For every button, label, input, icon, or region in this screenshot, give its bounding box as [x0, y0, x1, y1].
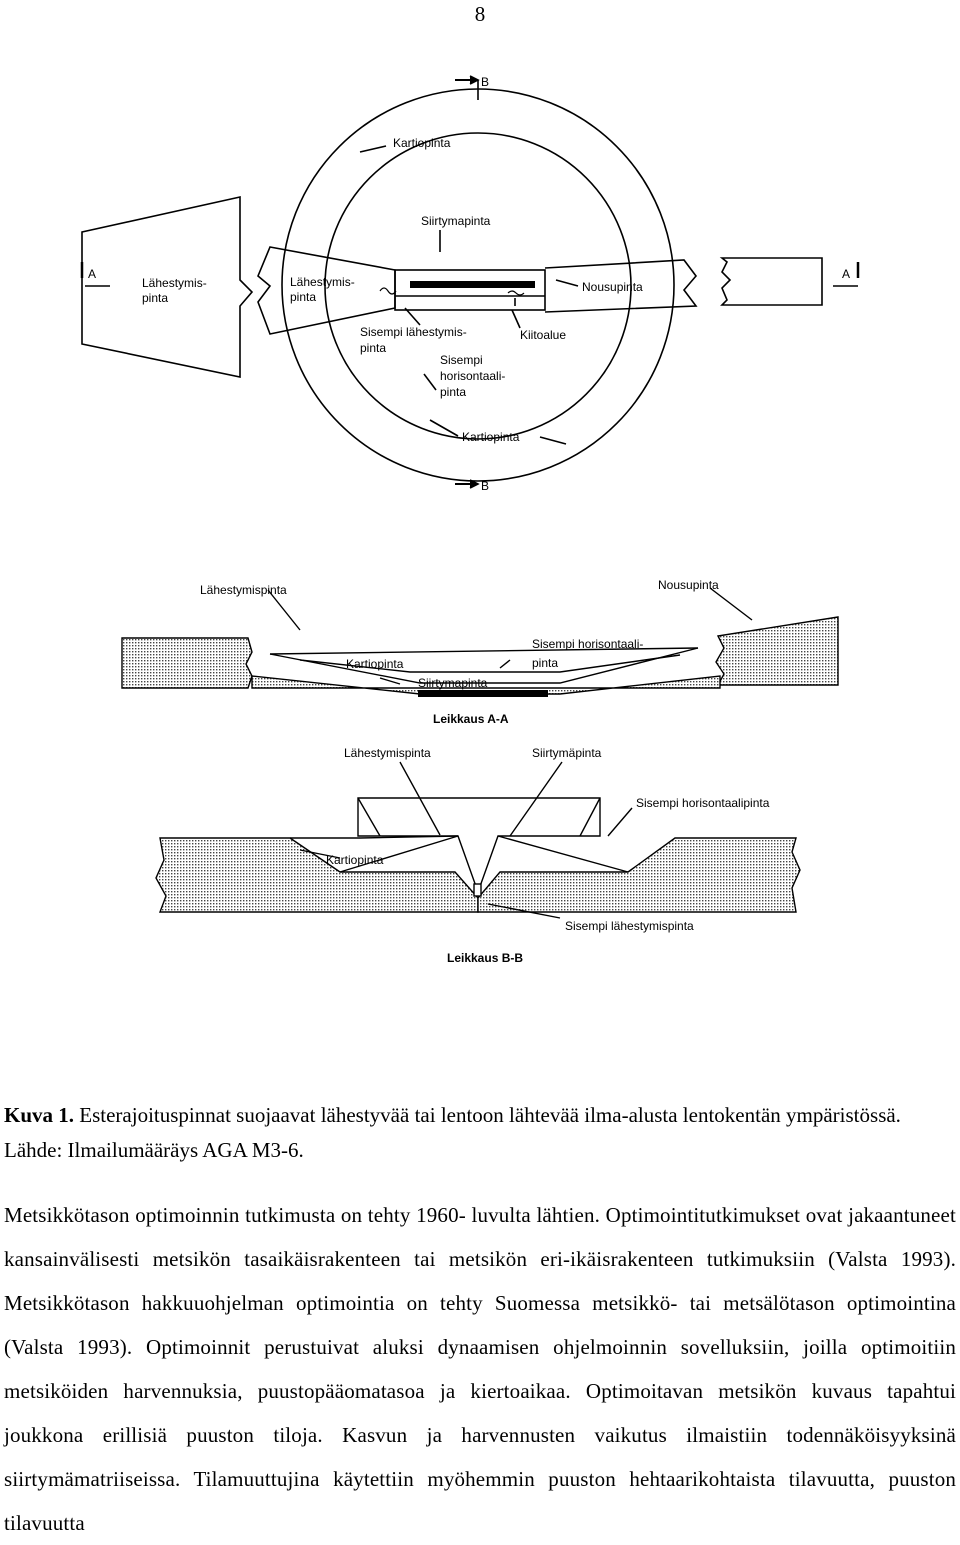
- label-B-top: B: [481, 75, 490, 89]
- label-B-bottom: B: [481, 479, 490, 493]
- label-sisempi-hor-3: pinta: [440, 385, 467, 399]
- label-kartiopinta-bottom: Kartiopinta: [462, 430, 520, 444]
- label-aa-kartiopinta: Kartiopinta: [346, 657, 404, 671]
- label-sisempi-lah-2: pinta: [360, 341, 387, 355]
- label-bb-caption: Leikkaus B-B: [447, 951, 524, 965]
- runway: [410, 281, 535, 288]
- label-bb-kartiopinta: Kartiopinta: [326, 853, 384, 867]
- label-siirtymapinta: Siirtymapinta: [421, 214, 491, 228]
- caption-label: Kuva 1.: [4, 1103, 75, 1127]
- terrain-right: [716, 617, 838, 685]
- figure-caption: [4, 1098, 956, 1168]
- label-aa-lahestymispinta: Lähestymispinta: [200, 583, 287, 597]
- body-paragraph: Metsikkötason optimoinnin tutkimusta on tehty 1960- luvulta lähtien. Optimointitutkimukset ovat jakaantuneet kansainvälisesti metsikön tasaikäisrakenteen tai metsikön eri-ikäisrakenteen tutkimuksiin (Valsta 1993). Metsikkötason hakkuuohjelman optimointia on tehty Suomessa metsikkö- tai metsälötason optimointina (Valsta 1993). Optimoinnit perustuivat aluksi dynaamisen ohjelmoinnin sovelluksiin, joilla optimoitiin metsiköiden harvennuksia, puustopääomatasoa ja kiertoaikaa. Optimoitavan metsikön kuvaus tapahtui joukkona erillisiä puuston tiloja. Kasvun ja harvennusten vaikutus ilmaistiin todennäköisyyksinä siirtymämatriiseissa. Tilamuuttujina käytettiin myöhemmin puuston hehtaarikohtaista tilavuutta, puuston tilavuutta: [4, 1203, 956, 1535]
- obstacle-limitation-surfaces-figure: [0, 60, 960, 1060]
- label-sisempi-lah-1: Sisempi lähestymis-: [360, 325, 467, 339]
- label-bb-sisempi-hor: Sisempi horisontaalipinta: [636, 796, 770, 810]
- label-sisempi-hor-2: horisontaali-: [440, 369, 506, 383]
- terrain-bb-left: [156, 838, 478, 912]
- label-bb-siirtymapinta: Siirtymäpinta: [532, 746, 602, 760]
- label-aa-sisempi-hor-1: Sisempi horisontaali-: [532, 637, 644, 651]
- label-kartiopinta-top: Kartiopinta: [393, 136, 451, 150]
- label-lahestymis-outer-2: pinta: [142, 291, 169, 305]
- label-lahestymis-inner-2: pinta: [290, 290, 317, 304]
- label-lahestymis-outer-1: Lähestymis-: [142, 276, 207, 290]
- section-bb: [156, 762, 800, 918]
- label-kiitoalue: Kiitoalue: [520, 328, 567, 342]
- label-lahestymis-inner-1: Lähestymis-: [290, 275, 355, 289]
- caption-text: Esterajoituspinnat suojaavat lähestyvää tai lentoon lähtevää ilma-alusta lentokentän ympäristössä. Lähde: Ilmailumääräys AGA M3-6.: [4, 1103, 901, 1162]
- label-nousupinta: Nousupinta: [582, 280, 643, 294]
- label-aa-siirtymapinta: Siirtymapinta: [418, 676, 488, 690]
- terrain-bb-right: [478, 838, 800, 912]
- terrain-left: [122, 638, 252, 688]
- page-number: 8: [474, 2, 486, 26]
- label-A-right: A: [842, 267, 851, 281]
- label-sisempi-hor-1: Sisempi: [440, 353, 483, 367]
- runway-strip: [395, 270, 545, 310]
- runway-aa: [418, 690, 548, 697]
- label-aa-nousupinta: Nousupinta: [658, 578, 719, 592]
- label-aa-caption: Leikkaus A-A: [433, 712, 509, 726]
- label-bb-sisempi-lah: Sisempi lähestymispinta: [565, 919, 694, 933]
- label-A-left: A: [88, 267, 97, 281]
- label-bb-lahestymispinta: Lähestymispinta: [344, 746, 431, 760]
- label-aa-sisempi-hor-2: pinta: [532, 656, 559, 670]
